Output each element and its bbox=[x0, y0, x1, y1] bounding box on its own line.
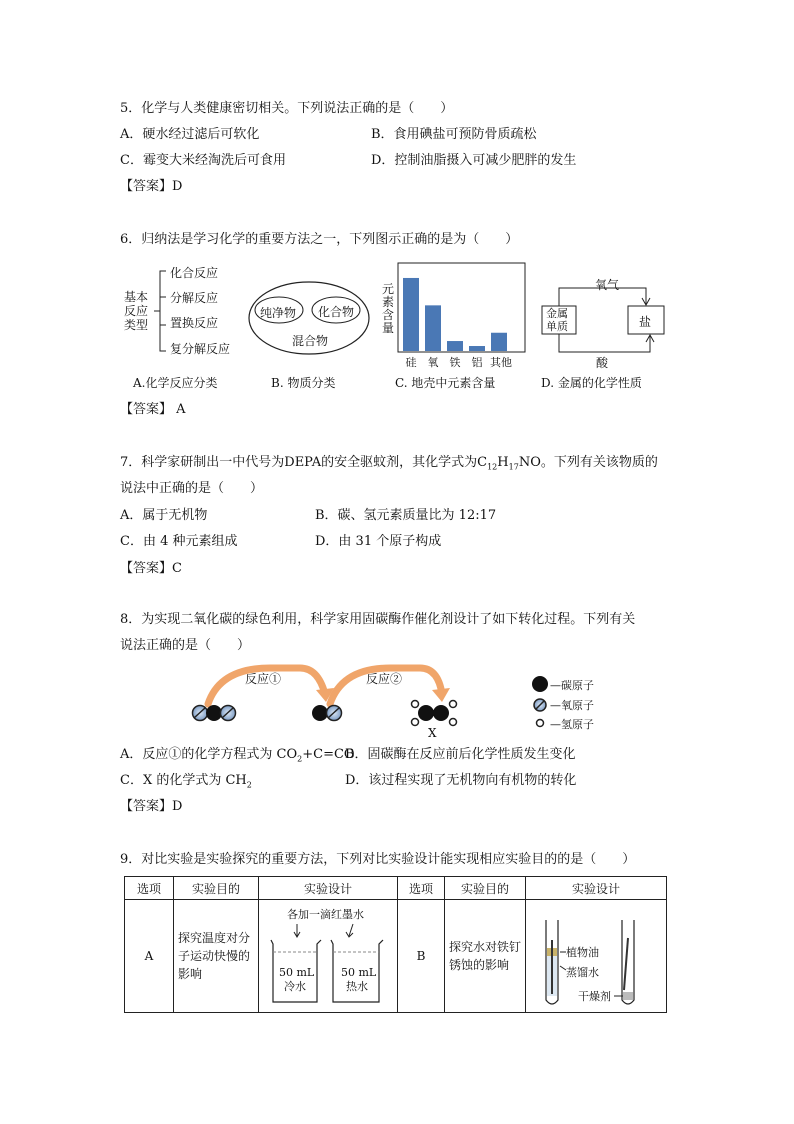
fig-c-ylabel-1: 元 bbox=[381, 282, 394, 296]
bar-1 bbox=[403, 278, 419, 351]
fig-a-side-label-1: 基本 bbox=[124, 290, 149, 304]
q6-stem: 6．归纳法是学习化学的重要方法之一，下列图示正确的是为（ ） bbox=[120, 232, 519, 247]
q7-stem-part1: 7．科学家研制出一中代号为DEPA的安全驱蚊剂，其化学式为 bbox=[120, 455, 478, 470]
fig-b-mixture: 混合物 bbox=[292, 334, 329, 348]
co2-molecule bbox=[193, 705, 236, 721]
beaker1-label: 冷水 bbox=[284, 980, 306, 993]
q9-experiment-table bbox=[124, 876, 667, 1013]
q6-figure-b bbox=[247, 280, 371, 356]
fig-b-compound: 化合物 bbox=[318, 305, 355, 319]
fig-a-item-2: 分解反应 bbox=[170, 291, 219, 305]
fig-d-caption: D. 金属的化学性质 bbox=[541, 376, 642, 390]
q7-option-b: B．碳、氢元素质量比为 12:17 bbox=[315, 508, 497, 523]
x-molecule bbox=[412, 701, 457, 726]
beaker1-volume: 50 mL bbox=[279, 966, 315, 979]
fig-d-acid: 酸 bbox=[596, 356, 609, 370]
fig-c-caption: C. 地壳中元素含量 bbox=[395, 376, 496, 390]
header-design-2: 实验设计 bbox=[526, 877, 667, 900]
fig-c-ylabel-3: 含 bbox=[381, 308, 394, 322]
q6-figure-d bbox=[540, 276, 670, 370]
fig-a-item-1: 化合反应 bbox=[170, 266, 219, 280]
beaker2-label: 热水 bbox=[346, 980, 368, 993]
fig-c-ylabel-4: 量 bbox=[381, 321, 394, 335]
fig-a-item-4: 复分解反应 bbox=[170, 342, 231, 356]
fig-b-caption: B. 物质分类 bbox=[271, 376, 336, 390]
carbon-atom-icon bbox=[532, 676, 548, 692]
q5-option-d: D．控制油脂摄入可减少肥胖的发生 bbox=[371, 153, 577, 168]
header-option-1: 选项 bbox=[125, 877, 174, 900]
row-b-purpose: 探究水对铁钉锈蚀的影响 bbox=[449, 940, 522, 972]
header-option-2: 选项 bbox=[398, 877, 445, 900]
bar-3 bbox=[447, 341, 463, 351]
legend-oxygen: —氧原子 bbox=[550, 699, 594, 712]
label-distilled-water: 蒸馏水 bbox=[566, 966, 599, 979]
fig-d-salt: 盐 bbox=[639, 315, 652, 329]
q7-stem-line2: 说法中正确的是（ ） bbox=[120, 481, 264, 496]
q5-option-c: C．霉变大米经淘洗后可食用 bbox=[120, 153, 286, 168]
q6-figure-a bbox=[120, 262, 250, 362]
q8-stem-line2: 说法正确的是（ ） bbox=[120, 638, 251, 653]
q8-option-d: D．该过程实现了无机物向有机物的转化 bbox=[345, 773, 577, 788]
header-design-1: 实验设计 bbox=[259, 877, 398, 900]
q7-option-d: D．由 31 个原子构成 bbox=[315, 534, 442, 549]
beaker2-volume: 50 mL bbox=[341, 966, 377, 979]
q8-option-a: A．反应①的化学方程式为 $CO_2+C=CO$ bbox=[120, 747, 355, 764]
q5-stem: 5．化学与人类健康密切相关。下列说法正确的是（ ） bbox=[120, 101, 454, 116]
legend-hydrogen: —氢原子 bbox=[550, 718, 594, 731]
fig-a-item-3: 置换反应 bbox=[170, 316, 219, 330]
q8-option-c: C．X 的化学式为 $CH_2$ bbox=[120, 773, 252, 790]
q7-option-a: A．属于无机物 bbox=[120, 508, 208, 523]
bar-5 bbox=[491, 333, 507, 351]
bar-label-4: 铝 bbox=[471, 356, 483, 369]
oxygen-atom-icon bbox=[534, 699, 546, 711]
label-desiccant: 干燥剂 bbox=[578, 990, 611, 1003]
row-a-top-label: 各加一滴红墨水 bbox=[287, 908, 364, 921]
x-label: X bbox=[428, 726, 437, 740]
q5-option-b: B．食用碘盐可预防骨质疏松 bbox=[371, 127, 537, 142]
bar-label-1: 硅 bbox=[405, 356, 417, 369]
fig-d-metal-1: 金属 bbox=[546, 307, 568, 320]
fig-a-caption: A.化学反应分类 bbox=[133, 376, 218, 390]
reaction-2-label: 反应② bbox=[366, 672, 403, 686]
q7-stem-part2: 。下列有关该物质的 bbox=[540, 455, 658, 470]
reaction-1-label: 反应① bbox=[245, 672, 282, 686]
fig-a-side-label-2: 反应 bbox=[124, 304, 149, 318]
q8-stem-line1: 8．为实现二氧化碳的绿色利用，科学家用固碳酶作催化剂设计了如下转化过程。下列有关 bbox=[120, 612, 636, 627]
bar-label-5: 其他 bbox=[490, 356, 512, 369]
bar-2 bbox=[425, 305, 441, 351]
q7-formula: $C_{12}H_{17}NO$ bbox=[477, 455, 541, 472]
fig-d-oxygen: 氧气 bbox=[595, 278, 620, 292]
fig-c-bar-chart bbox=[397, 262, 527, 370]
row-a-option: A bbox=[125, 900, 174, 1013]
header-purpose-1: 实验目的 bbox=[174, 877, 259, 900]
table-row bbox=[125, 900, 667, 1013]
table-header-row bbox=[125, 877, 667, 900]
co-molecule bbox=[312, 705, 342, 721]
legend-carbon: —碳原子 bbox=[550, 679, 594, 692]
q7-stem bbox=[120, 455, 658, 471]
bar-label-2: 氧 bbox=[427, 356, 439, 369]
fig-d-metal-2: 单质 bbox=[546, 320, 568, 333]
row-a-design bbox=[259, 900, 398, 1013]
label-vegetable-oil: 植物油 bbox=[566, 946, 599, 959]
q8-answer: 【答案】D bbox=[120, 799, 183, 814]
beakers-illustration bbox=[259, 900, 397, 1012]
fig-a-brace bbox=[152, 267, 172, 357]
row-b-option: B bbox=[398, 900, 445, 1013]
fig-a-side-label-3: 类型 bbox=[124, 318, 149, 332]
hydrogen-atom-icon bbox=[537, 720, 544, 727]
q6-answer: 【答案】 A bbox=[120, 402, 186, 417]
fig-b-pure: 纯净物 bbox=[260, 306, 297, 320]
header-purpose-2: 实验目的 bbox=[445, 877, 526, 900]
q9-stem: 9．对比实验是实验探究的重要方法，下列对比实验设计能实现相应实验目的的是（ ） bbox=[120, 852, 636, 867]
q8-option-b: B．固碳酶在反应前后化学性质发生变化 bbox=[345, 747, 576, 762]
bar-label-3: 铁 bbox=[449, 356, 461, 369]
q7-answer: 【答案】C bbox=[120, 561, 182, 576]
q5-answer: 【答案】D bbox=[120, 179, 183, 194]
row-b-design bbox=[526, 900, 667, 1013]
fig-c-ylabel-2: 素 bbox=[381, 295, 394, 309]
q7-option-c: C．由 4 种元素组成 bbox=[120, 534, 238, 549]
bar-4 bbox=[469, 346, 485, 351]
q5-option-a: A．硬水经过滤后可软化 bbox=[120, 127, 260, 142]
row-a-purpose: 探究温度对分子运动快慢的影响 bbox=[178, 931, 251, 981]
